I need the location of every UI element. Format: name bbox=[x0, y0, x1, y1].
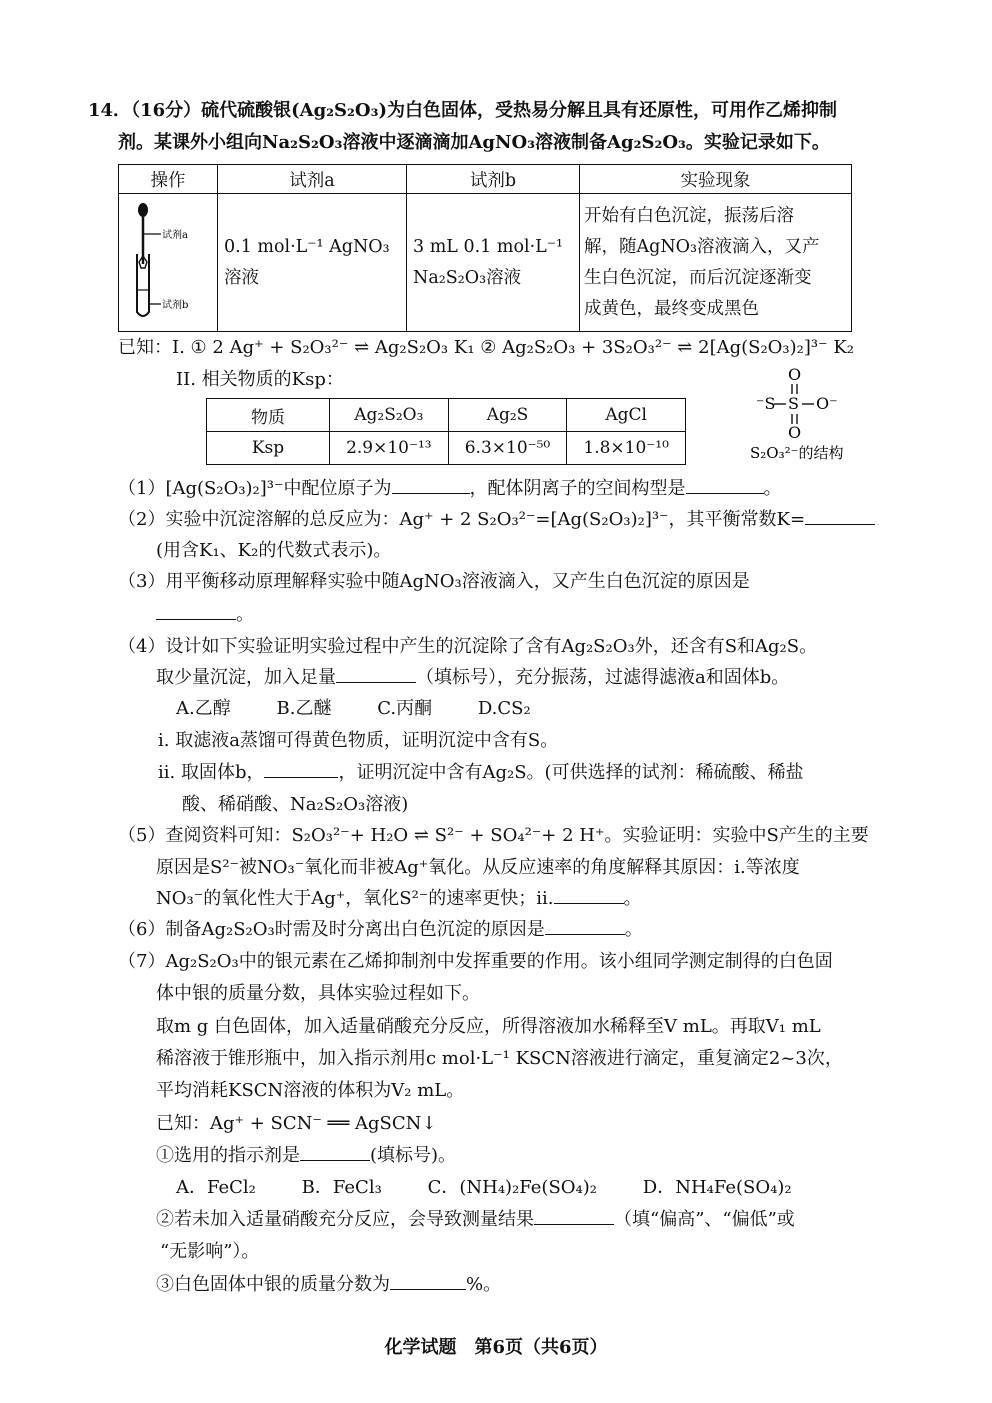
reagent-b-line-1: 3 mL 0.1 mol·L⁻¹ bbox=[413, 236, 564, 257]
struct-o-top: O bbox=[788, 365, 802, 384]
header-reagent-a: 试剂a bbox=[218, 165, 407, 194]
part-2 bbox=[118, 506, 875, 534]
part-7-q2-line-2: “无影响”）。 bbox=[160, 1241, 260, 1262]
part-7-q2-text-b: （填“偏高”、“偏低”或 bbox=[614, 1209, 795, 1230]
header-phenomenon: 实验现象 bbox=[580, 165, 852, 194]
ksp-cell: 6.3×10⁻⁵⁰ bbox=[448, 432, 567, 465]
reagent-a-line-1: 0.1 mol·L⁻¹ AgNO₃ bbox=[224, 236, 390, 257]
part-6-text-b: 。 bbox=[624, 919, 643, 940]
part-7-known: 已知：Ag⁺ + SCN⁻ ══ AgSCN↓ bbox=[156, 1113, 437, 1134]
ksp-cell: AgCl bbox=[567, 399, 686, 432]
table-row bbox=[207, 432, 686, 465]
answer-blank-3[interactable] bbox=[156, 601, 236, 620]
part-7-q3 bbox=[156, 1271, 501, 1299]
part-3-line-2 bbox=[156, 601, 254, 629]
part-7-q1-text-a: ①选用的指示剂是 bbox=[156, 1145, 300, 1166]
answer-blank-6[interactable] bbox=[545, 916, 625, 935]
phenomenon-line-2: 解，随AgNO₃溶液滴入，又产 bbox=[584, 236, 820, 257]
part-5-line-3 bbox=[156, 885, 642, 913]
answer-blank-7a[interactable] bbox=[300, 1142, 370, 1161]
part-7-q2 bbox=[156, 1206, 795, 1234]
part-2-text-a: （2）实验中沉淀溶解的总反应为：Ag⁺ + 2 S₂O₃²⁻=[Ag(S₂O₃)₂]³⁻，其平衡常数K= bbox=[118, 509, 806, 530]
part-7-q2-text-a: ②若未加入适量硝酸充分反应，会导致测量结果 bbox=[156, 1209, 534, 1230]
part-7-line-4: 稀溶液于锥形瓶中，加入指示剂用c mol·L⁻¹ KSCN溶液进行滴定，重复滴定2~3次， bbox=[156, 1048, 843, 1069]
table-header-row bbox=[119, 165, 852, 194]
answer-blank-1b[interactable] bbox=[686, 475, 764, 494]
reagent-b-line-2: Na₂S₂O₃溶液 bbox=[413, 267, 522, 288]
part-4-text-b1: 取少量沉淀，加入足量 bbox=[156, 667, 336, 688]
part-4-line-2 bbox=[156, 664, 789, 692]
part-7-q1-text-b: (填标号)。 bbox=[370, 1145, 457, 1166]
ksp-cell: Ag₂S₂O₃ bbox=[330, 399, 449, 432]
part-3: （3）用平衡移动原理解释实验中随AgNO₃溶液滴入，又产生白色沉淀的原因是 bbox=[118, 571, 750, 592]
answer-blank-5[interactable] bbox=[554, 885, 624, 904]
part-2-line-2: (用含K₁、K₂的代数式表示)。 bbox=[156, 540, 392, 561]
reagent-a-line-2: 溶液 bbox=[224, 267, 259, 288]
phenomenon-line-3: 生白色沉淀，而后沉淀逐渐变 bbox=[584, 267, 812, 288]
answer-blank-2[interactable] bbox=[805, 506, 875, 525]
part-1-text-a: （1）[Ag(S₂O₃)₂]³⁻中配位原子为 bbox=[118, 478, 392, 499]
table-row bbox=[207, 399, 686, 432]
part-4-ii bbox=[158, 759, 804, 787]
answer-blank-1a[interactable] bbox=[392, 475, 470, 494]
reagent-b-cell bbox=[407, 194, 580, 332]
part-7-q3-text-b: %。 bbox=[466, 1274, 502, 1295]
struct-o-minus: O⁻ bbox=[816, 394, 838, 413]
ksp-cell: Ag₂S bbox=[448, 399, 567, 432]
page-footer: 化学试题 第6页（共6页） bbox=[384, 1337, 608, 1358]
part-4-text-b2: （填标号），充分振荡，过滤得滤液a和固体b。 bbox=[416, 667, 790, 688]
known-line-2: II. 相关物质的Ksp： bbox=[176, 369, 344, 390]
answer-blank-4ii[interactable] bbox=[264, 759, 338, 778]
part-6 bbox=[118, 916, 643, 944]
part-4-options: A.乙醇 B.乙醚 C.丙酮 D.CS₂ bbox=[176, 698, 531, 719]
part-1-text-c: 。 bbox=[763, 478, 782, 499]
phenomenon-line-4: 成黄色，最终变成黑色 bbox=[584, 298, 759, 319]
part-7-q1 bbox=[156, 1142, 456, 1170]
label-reagent-b: 试剂b bbox=[162, 300, 189, 311]
label-reagent-a: 试剂a bbox=[162, 230, 188, 241]
reagent-a-cell bbox=[218, 194, 407, 332]
test-tube-dropper-icon bbox=[119, 194, 215, 326]
header-reagent-b: 试剂b bbox=[407, 165, 580, 194]
part-5-text-c2: 。 bbox=[623, 888, 642, 909]
answer-blank-7b[interactable] bbox=[534, 1206, 614, 1225]
ksp-cell: 2.9×10⁻¹³ bbox=[330, 432, 449, 465]
part-1 bbox=[118, 475, 782, 503]
part-4-ii-text-b: ，证明沉淀中含有Ag₂S。(可供选择的试剂：稀硫酸、稀盐 bbox=[338, 762, 804, 783]
ksp-cell: 物质 bbox=[207, 399, 330, 432]
part-7-options: A．FeCl₂ B．FeCl₃ C．(NH₄)₂Fe(SO₄)₂ D．NH₄Fe(SO₄)₂ bbox=[176, 1177, 792, 1198]
question-line-1: 14．（16分）硫代硫酸银(Ag₂S₂O₃)为白色固体，受热易分解且具有还原性，可用作乙烯抑制 bbox=[88, 100, 838, 121]
answer-blank-4[interactable] bbox=[336, 664, 416, 683]
part-5: （5）查阅资料可知：S₂O₃²⁻+ H₂O ⇌ S²⁻ + SO₄²⁻+ 2 H⁺。实验证明：实验中S产生的主要 bbox=[118, 825, 869, 846]
struct-caption: S₂O₃²⁻的结构 bbox=[750, 444, 844, 462]
part-7-line-2: 体中银的质量分数，具体实验过程如下。 bbox=[156, 983, 480, 1004]
part-4-ii-text-a: ii. 取固体b， bbox=[158, 762, 265, 783]
apparatus-cell bbox=[119, 194, 218, 332]
struct-o-bottom: O bbox=[788, 423, 802, 442]
header-operation: 操作 bbox=[119, 165, 218, 194]
part-4: （4）设计如下实验证明实验过程中产生的沉淀除了含有Ag₂S₂O₃外，还含有S和Ag₂S。 bbox=[118, 636, 818, 657]
part-5-text-c1: NO₃⁻的氧化性大于Ag⁺，氧化S²⁻的速率更快；ii. bbox=[156, 888, 554, 909]
part-4-i: i. 取滤液a蒸馏可得黄色物质，证明沉淀中含有S。 bbox=[158, 730, 559, 751]
part-7-q3-text-a: ③白色固体中银的质量分数为 bbox=[156, 1274, 390, 1295]
struct-s-minus: ⁻S bbox=[756, 394, 776, 413]
part-7: （7）Ag₂S₂O₃中的银元素在乙烯抑制剂中发挥重要的作用。该小组同学测定制得的白色固 bbox=[118, 951, 833, 972]
ksp-table bbox=[206, 398, 686, 465]
phenomenon-cell bbox=[580, 194, 852, 332]
part-6-text-a: （6）制备Ag₂S₂O₃时需及时分离出白色沉淀的原因是 bbox=[118, 919, 545, 940]
thiosulfate-structure-diagram bbox=[740, 362, 860, 466]
part-7-line-3: 取m g 白色固体，加入适量硝酸充分反应，所得溶液加水稀释至V mL。再取V₁ mL bbox=[156, 1016, 821, 1037]
ksp-cell: Ksp bbox=[207, 432, 330, 465]
part-5-line-2: 原因是S²⁻被NO₃⁻氧化而非被Ag⁺氧化。从反应速率的角度解释其原因：i.等浓度 bbox=[156, 857, 800, 878]
part-7-line-5: 平均消耗KSCN溶液的体积为V₂ mL。 bbox=[156, 1080, 465, 1101]
answer-blank-7c[interactable] bbox=[390, 1271, 466, 1290]
part-3-text-b: 。 bbox=[236, 604, 254, 625]
question-line-2: 剂。某课外小组向Na₂S₂O₃溶液中逐滴滴加AgNO₃溶液制备Ag₂S₂O₃。实验记录如下。 bbox=[118, 132, 830, 153]
ksp-cell: 1.8×10⁻¹⁰ bbox=[567, 432, 686, 465]
experiment-table bbox=[118, 164, 852, 332]
part-4-ii-line-2: 酸、稀硝酸、Na₂S₂O₃溶液) bbox=[182, 794, 409, 815]
part-1-text-b: ，配体阴离子的空间构型是 bbox=[469, 478, 686, 499]
known-line-1: 已知：I. ① 2 Ag⁺ + S₂O₃²⁻ ⇌ Ag₂S₂O₃ K₁ ② Ag₂S₂O₃ + 3S₂O₃²⁻ ⇌ 2[Ag(S₂O₃)₂]³⁻ K₂ bbox=[118, 337, 855, 358]
table-row bbox=[119, 194, 852, 332]
phenomenon-line-1: 开始有白色沉淀，振荡后溶 bbox=[584, 205, 794, 226]
struct-s-center: S bbox=[788, 394, 799, 413]
